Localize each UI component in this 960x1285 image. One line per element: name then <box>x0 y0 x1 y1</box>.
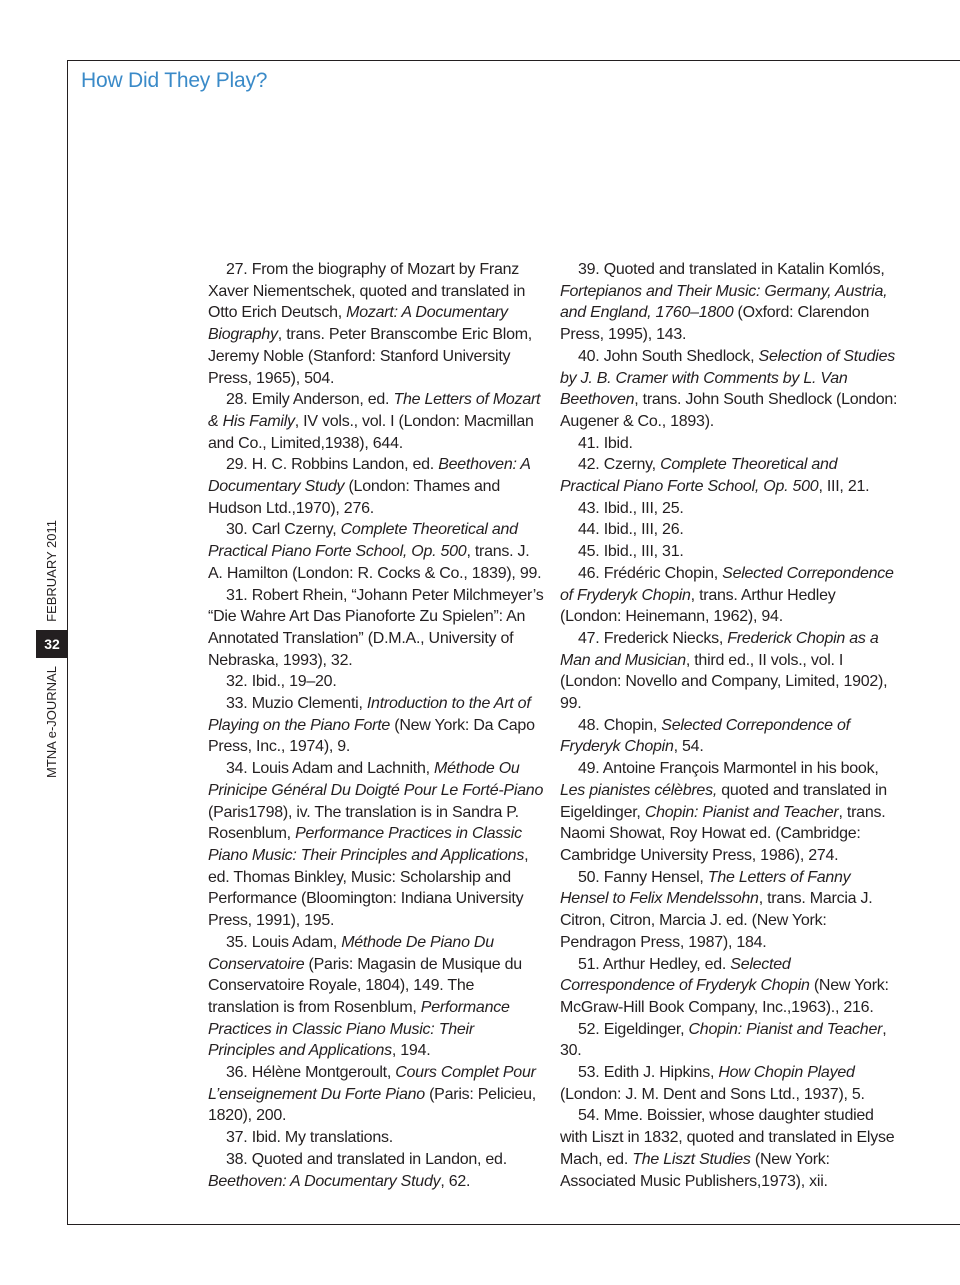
endnote <box>208 932 544 1062</box>
endnote-text: 50. Fanny Hensel, <box>578 868 708 886</box>
endnote-text: (Paris: Pelicieu, 1820), 200. <box>208 1085 536 1125</box>
endnote-text: 47. Frederick Niecks, <box>578 629 728 647</box>
endnote <box>208 585 544 672</box>
endnote <box>560 1105 898 1192</box>
endnote <box>560 715 898 758</box>
endnote <box>208 1127 544 1149</box>
endnote <box>560 1062 898 1105</box>
endnote-text: 32. Ibid., 19–20. <box>226 673 337 691</box>
page-number-box <box>36 630 67 658</box>
endnote-text: 51. Arthur Hedley, ed. <box>578 955 731 973</box>
endnote-text: , IV vols., vol. I (London: Macmillan and Co., Limited,1938), 644. <box>208 412 534 452</box>
endnote-text: , ed. Thomas Binkley, Music: Scholarship and Performance (Bloomington: Indiana University Press, 1991), 195. <box>208 846 529 930</box>
endnote <box>560 541 898 563</box>
endnote <box>560 259 898 346</box>
endnote <box>208 1062 544 1127</box>
endnote-text: 38. Quoted and translated in Landon, ed. <box>226 1150 507 1168</box>
endnote-text: 39. Quoted and translated in Katalin Komlós, <box>578 261 885 278</box>
endnote-text: 27. From the biography of Mozart by Franz Xaver Niementschek, quoted and translated in Otto Erich Deutsch, <box>208 261 526 322</box>
endnote-title: Cours Complet Pour L’enseignement Du Forte Piano <box>208 1064 536 1103</box>
notes-column-right <box>560 259 898 1192</box>
endnote <box>560 1019 898 1062</box>
endnote-text: , trans. Marcia J. Citron, Citron, Marcia J. ed. (New York: Pendragon Press, 1987), 184. <box>560 890 873 951</box>
endnote-text: 36. Hélène Montgeroult, <box>226 1064 396 1082</box>
endnote-text: 46. Frédéric Chopin, <box>578 564 723 582</box>
endnote-text: 40. John South Shedlock, <box>578 347 759 365</box>
journal-name: MTNA e-JOURNAL <box>44 666 59 778</box>
endnote <box>560 346 898 433</box>
endnote-title: The Liszt Studies <box>632 1150 751 1168</box>
endnote-title: Chopin: Pianist and Teacher <box>644 803 839 821</box>
endnote-text: quoted and translated in Eigeldinger, <box>560 781 887 821</box>
endnote-text: 45. Ibid., III, 31. <box>578 543 684 561</box>
endnote-text: , third ed., II vols., vol. I (London: Novello and Company, Limited, 1902), 99. <box>560 651 888 713</box>
endnote-title: Complete Theoretical and Practical Piano Forte School, Op. 500 <box>208 521 518 561</box>
endnote <box>208 671 544 693</box>
endnote-text: 33. Muzio Clementi, <box>226 695 367 713</box>
endnote-text: 48. Chopin, <box>578 716 662 734</box>
endnote <box>560 758 898 867</box>
endnote-text: 30. Carl Czerny, <box>226 521 341 539</box>
endnote-title: Complete Theoretical and Practical Piano Forte School, Op. 500 <box>560 456 838 496</box>
sidebar-folio <box>36 520 67 780</box>
endnote-text: , 194. <box>391 1042 431 1060</box>
endnote-title: Beethoven: A Documentary Study <box>208 1172 441 1190</box>
endnote-text: , trans. Naomi Showat, Roy Howat ed. (Cambridge: Cambridge University Press, 1986), 274. <box>560 803 886 864</box>
endnote-text: 41. Ibid. <box>578 434 633 452</box>
endnote-title: Méthode Ou Prinicipe Général Du Doigté Pour Le Forté-Piano <box>208 760 544 799</box>
endnote-title: How Chopin Played <box>718 1064 855 1082</box>
running-header: How Did They Play? <box>81 69 268 92</box>
endnote-title: Beethoven: A Documentary Study <box>208 456 531 496</box>
endnote-title: The Letters of Fanny Hensel to Felix Mendelssohn <box>560 868 851 908</box>
endnote-title: Selected Correpondence of Fryderyk Chopin <box>560 716 850 756</box>
issue-date: FEBRUARY 2011 <box>44 520 59 622</box>
endnote <box>560 454 898 497</box>
endnote <box>208 519 544 584</box>
endnote-text: 35. Louis Adam, <box>226 933 342 951</box>
endnote <box>208 693 544 758</box>
endnote <box>560 498 898 520</box>
page-number: 32 <box>43 635 60 652</box>
endnote-text: (London: Thames and Hudson Ltd.,1970), 276. <box>208 478 500 517</box>
endnote-title: Frederick Chopin as a Man and Musician <box>560 629 879 669</box>
endnote <box>560 954 898 1019</box>
endnote-text: 37. Ibid. My translations. <box>226 1129 393 1147</box>
endnote <box>560 563 898 628</box>
endnote-text: (New York: Associated Music Publishers,1973), xii. <box>560 1150 830 1190</box>
endnote <box>560 628 898 715</box>
endnote <box>560 519 898 541</box>
endnote-title: Chopin: Pianist and Teacher <box>688 1020 883 1038</box>
endnote-text: 43. Ibid., III, 25. <box>578 499 684 517</box>
endnote-title: Fortepianos and Their Music: Germany, Austria, and England, 1760–1800 <box>560 282 888 322</box>
endnote-text: 31. Robert Rhein, “Johann Peter Milchmeyer’s “Die Wahre Art Das Pianoforte Zu Spielen”: An Annotated Translation” (D.M.A., University of Nebraska, 1993), 32. <box>208 586 544 669</box>
endnote-text: 49. Antoine François Marmontel in his book, <box>578 760 879 778</box>
endnote-text: , 62. <box>440 1172 471 1190</box>
endnote <box>208 758 544 932</box>
endnote-text: (New York: McGraw-Hill Book Company, Inc.,1963)., 216. <box>560 977 889 1016</box>
endnote-text: 44. Ibid., III, 26. <box>578 521 684 539</box>
endnote <box>208 1149 544 1192</box>
endnote-text: , 30. <box>560 1020 887 1060</box>
endnote-title: Selection of Studies by J. B. Cramer with Comments by L. Van Beethoven <box>560 347 895 409</box>
endnote-text: (London: J. M. Dent and Sons Ltd., 1937), 5. <box>560 1085 865 1103</box>
endnote-text: 34. Louis Adam and Lachnith, <box>226 760 435 778</box>
endnote-text: 28. Emily Anderson, ed. <box>226 391 394 409</box>
endnote <box>560 867 898 954</box>
endnote-text: (Paris1798), iv. The translation is in Sandra P. Rosenblum, <box>208 803 519 843</box>
endnote-text: (Paris: Magasin de Musique du Conservatoire Royale, 1804), 149. The translation is from Rosenblum, <box>208 955 522 1016</box>
endnote-text: , 54. <box>673 738 704 756</box>
endnote-title: Performance Practices in Classic Piano Music: Their Principles and Applications <box>208 825 525 864</box>
endnote-text: , trans. John South Shedlock (London: Augener & Co., 1893). <box>560 391 898 430</box>
endnote <box>208 389 544 454</box>
endnote-text: , III, 21. <box>818 478 870 496</box>
notes-column-left <box>208 259 544 1192</box>
endnote-text: (New York: Da Capo Press, Inc., 1974), 9. <box>208 716 535 756</box>
endnote-text: , trans. Arthur Hedley (London: Heinemann, 1962), 94. <box>560 586 836 626</box>
endnote-title: Méthode De Piano Du Conservatoire <box>208 933 494 973</box>
endnote-text: 29. H. C. Robbins Landon, ed. <box>226 456 439 474</box>
endnote-text: 54. Mme. Boissier, whose daughter studied with Liszt in 1832, quoted and translated in Elyse Mach, ed. <box>560 1107 895 1168</box>
endnote-title: The Letters of Mozart & His Family <box>208 391 541 430</box>
endnote-text: 42. Czerny, <box>578 456 661 474</box>
endnote <box>208 454 544 519</box>
endnote-title: Introduction to the Art of Playing on the Piano Forte <box>208 695 531 734</box>
endnote-title: Mozart: A Documentary Biography <box>208 304 508 344</box>
endnote-title: Selected Correpondence of Fryderyk Chopin <box>560 564 894 604</box>
endnote-text: , trans. J. A. Hamilton (London: R. Cocks & Co., 1839), 99. <box>208 543 542 582</box>
endnote-title: Performance Practices in Classic Piano Music: Their Principles and Applications <box>208 998 510 1060</box>
endnote-title: Les pianistes célèbres, <box>560 781 718 799</box>
endnote <box>208 259 544 389</box>
endnote-text: (Oxford: Clarendon Press, 1995), 143. <box>560 304 870 344</box>
endnote <box>560 433 898 455</box>
endnote-text: 52. Eigeldinger, <box>578 1020 689 1038</box>
endnote-title: Selected Correspondence of Fryderyk Chopin <box>560 955 810 995</box>
endnote-text: , trans. Peter Branscombe Eric Blom, Jeremy Noble (Stanford: Stanford University Press, 1965), 504. <box>208 326 532 387</box>
endnote-text: 53. Edith J. Hipkins, <box>578 1064 719 1082</box>
